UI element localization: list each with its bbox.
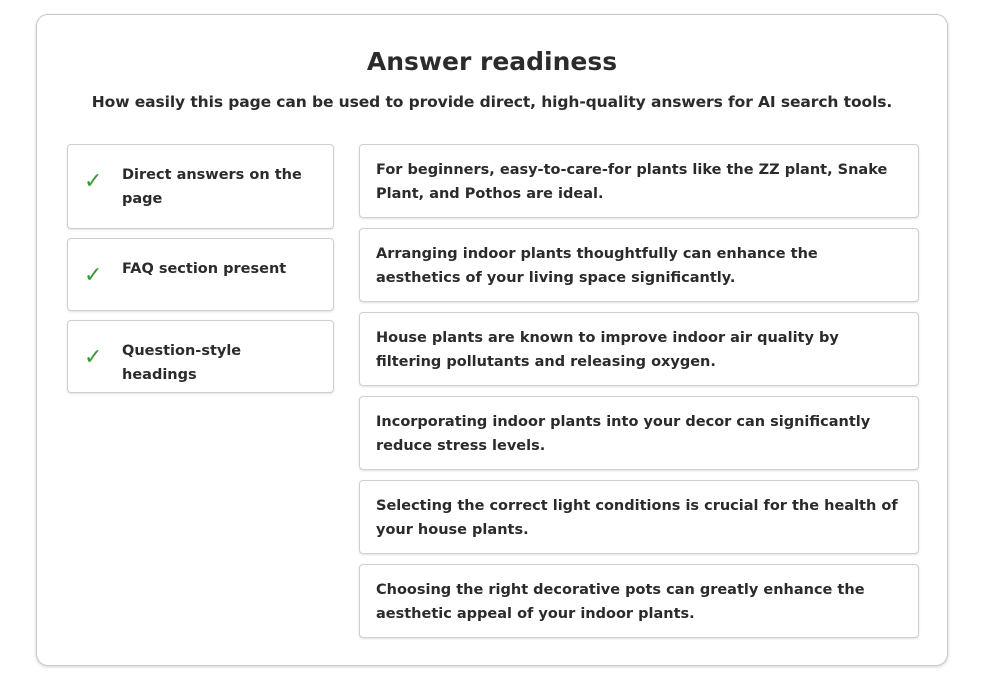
check-item-faq-section xyxy=(67,238,334,311)
answer-item: Selecting the correct light conditions is crucial for the health of your house plants. xyxy=(359,480,919,554)
check-icon: ✓ xyxy=(84,263,103,288)
answer-item: For beginners, easy-to-care-for plants like the ZZ plant, Snake Plant, and Pothos are ideal. xyxy=(359,144,919,218)
page-subtitle: How easily this page can be used to provide direct, high-quality answers for AI search tools. xyxy=(91,93,893,111)
check-icon: ✓ xyxy=(84,169,103,194)
answer-item: Choosing the right decorative pots can greatly enhance the aesthetic appeal of your indoor plants. xyxy=(359,564,919,638)
check-item-direct-answers xyxy=(67,144,334,229)
answer-item: Arranging indoor plants thoughtfully can enhance the aesthetics of your living space significantly. xyxy=(359,228,919,302)
check-label: FAQ section present xyxy=(122,261,287,277)
answers-list xyxy=(359,144,919,648)
checks-list xyxy=(67,144,334,402)
answer-item: House plants are known to improve indoor air quality by filtering pollutants and releasing oxygen. xyxy=(359,312,919,386)
check-icon: ✓ xyxy=(84,345,103,370)
answer-readiness-card xyxy=(36,14,948,666)
check-label: Direct answers on the page xyxy=(122,167,302,207)
answer-item: Incorporating indoor plants into your decor can significantly reduce stress levels. xyxy=(359,396,919,470)
check-item-question-headings xyxy=(67,320,334,393)
page-title: Answer readiness xyxy=(366,47,618,76)
check-label: Question-style headings xyxy=(122,343,242,383)
